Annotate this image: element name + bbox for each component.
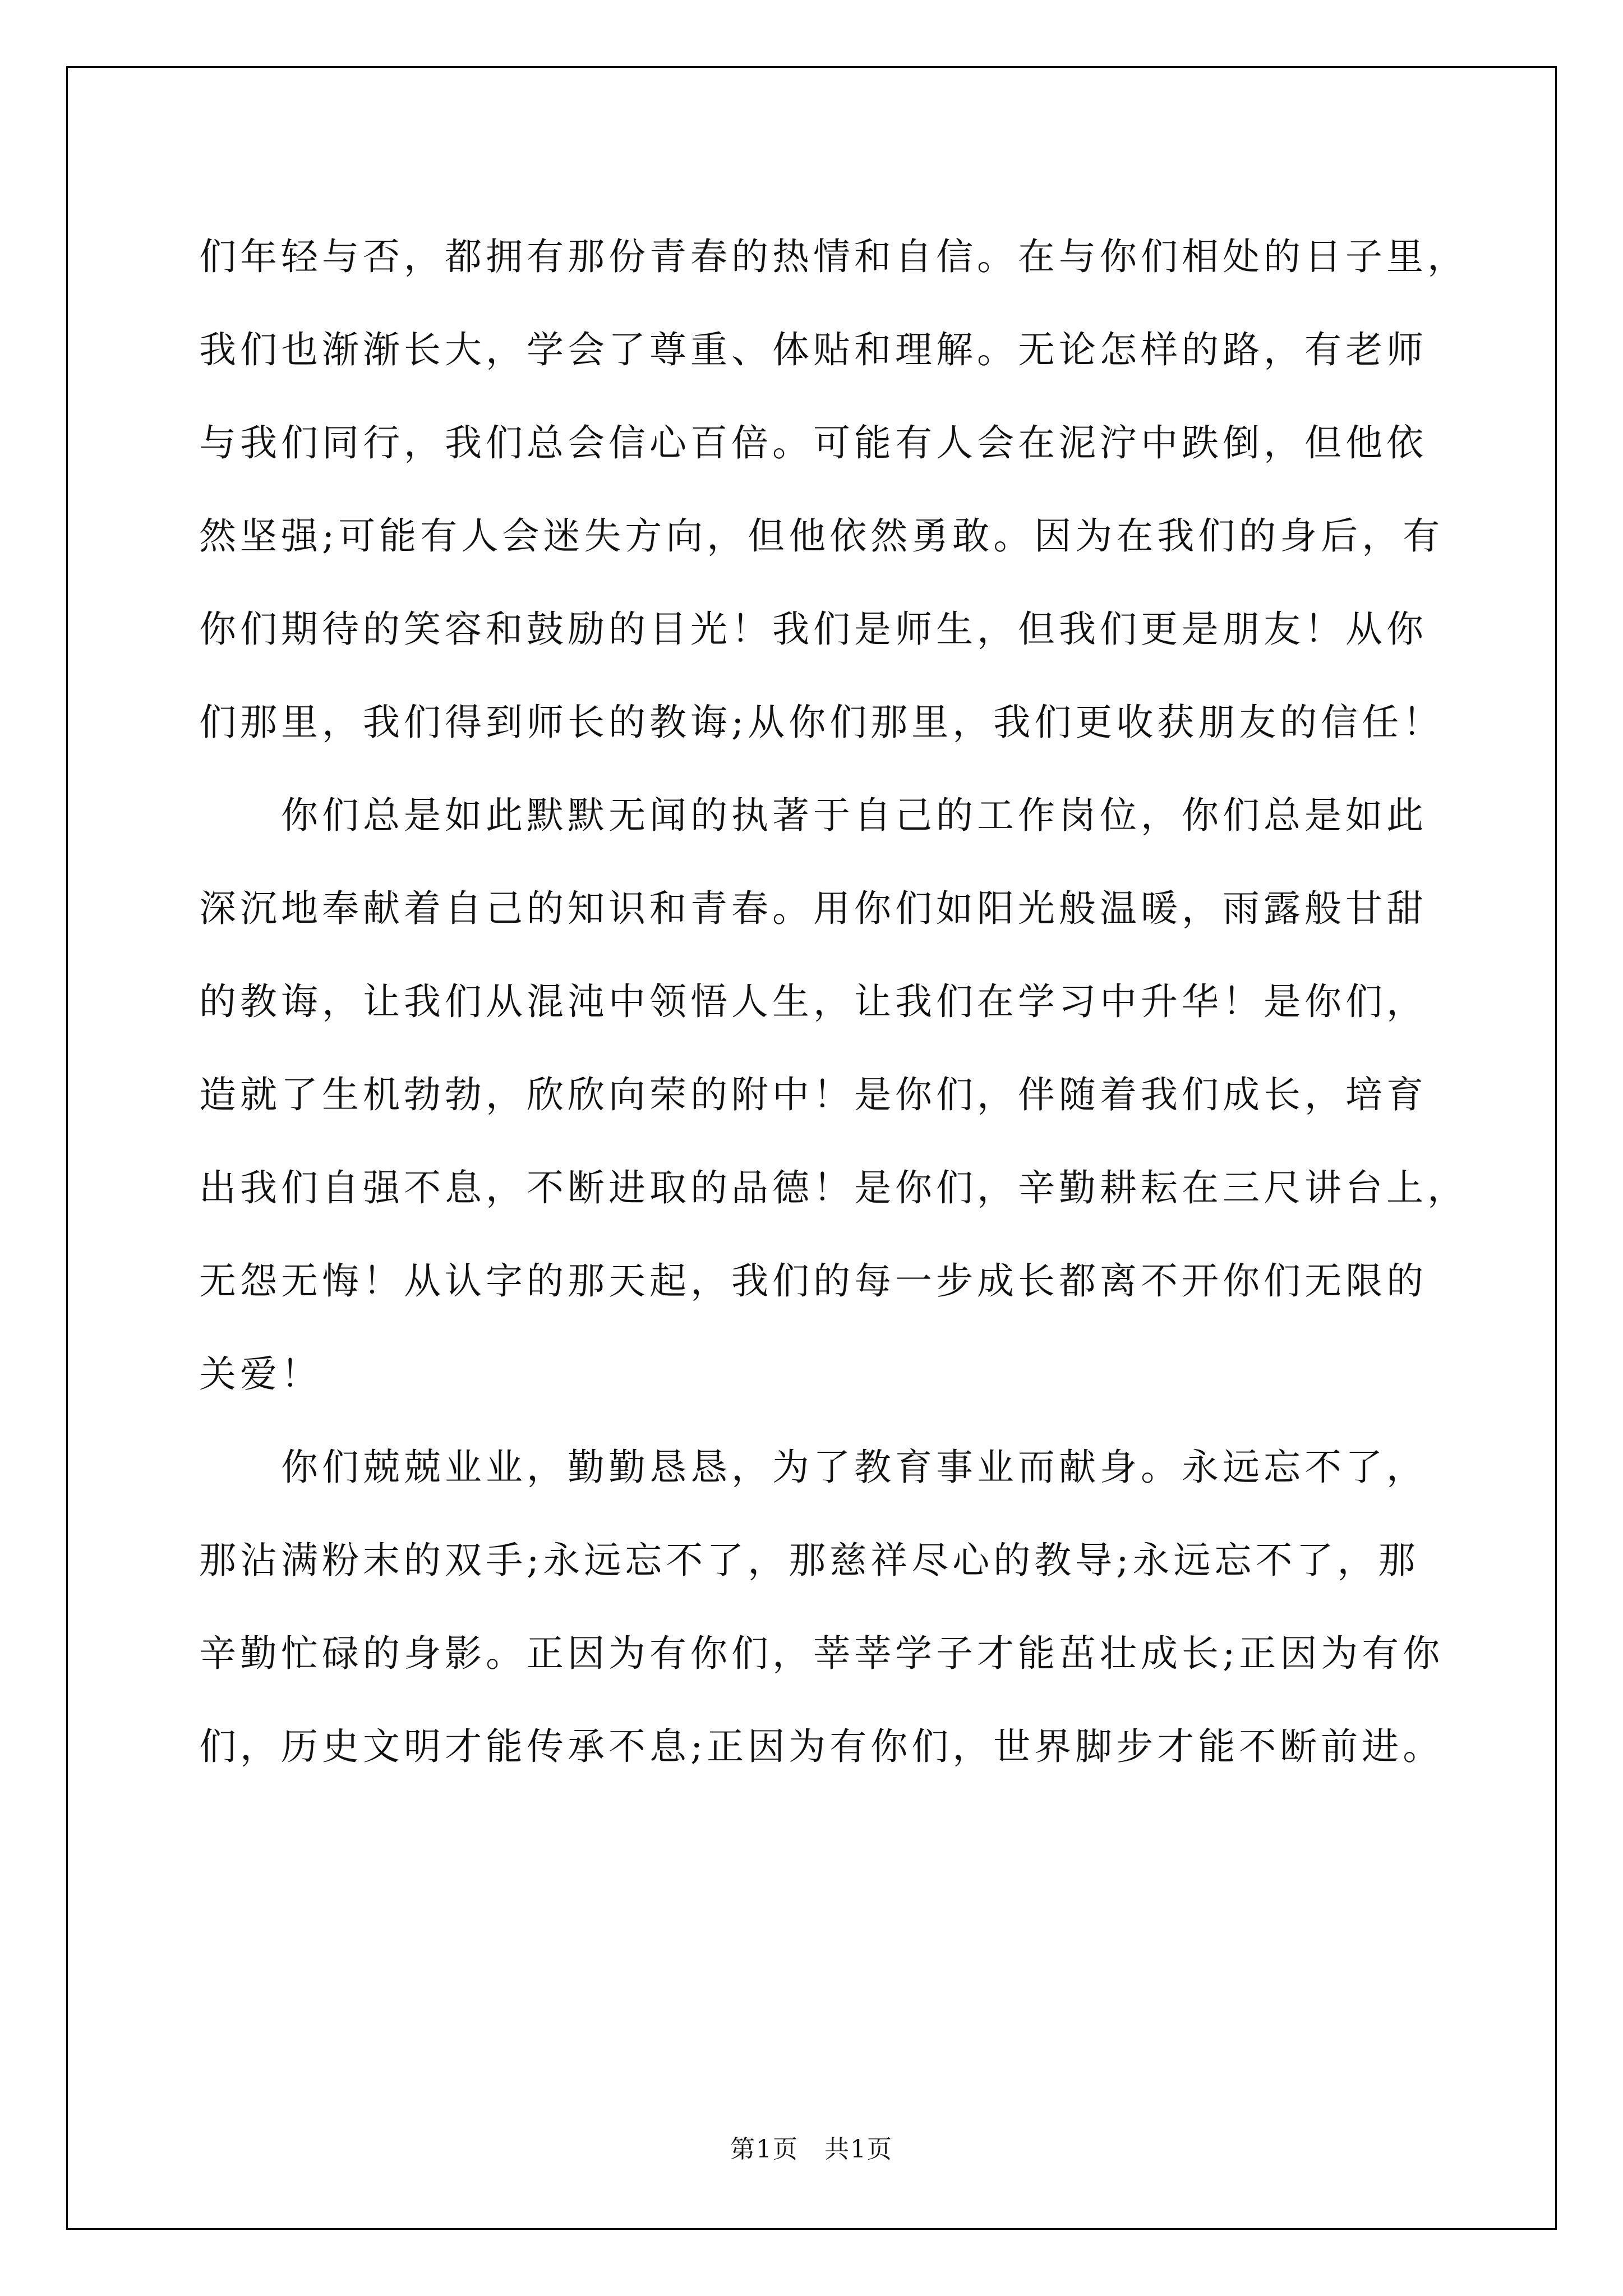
text-line: 辛勤忙碌的身影。正因为有你们，莘莘学子才能茁壮成长;正因为有你 <box>199 1632 1444 1675</box>
text-line: 的教诲，让我们从混沌中领悟人生，让我们在学习中升华！是你们， <box>199 980 1427 1023</box>
page-footer <box>0 2129 1623 2165</box>
text-line: 与我们同行，我们总会信心百倍。可能有人会在泥泞中跌倒，但他依 <box>199 421 1427 464</box>
page-number-label: 第1页 共1页 <box>730 2135 893 2164</box>
paragraph-start-line: 你们兢兢业业，勤勤恳恳，为了教育事业而献身。永远忘不了， <box>281 1446 1427 1489</box>
text-line: 们那里，我们得到师长的教诲;从你们那里，我们更收获朋友的信任！ <box>199 701 1444 744</box>
paragraph-start-line: 你们总是如此默默无闻的执著于自己的工作岗位，你们总是如此 <box>281 794 1427 837</box>
text-line: 深沉地奉献着自己的知识和青春。用你们如阳光般温暖，雨露般甘甜 <box>199 887 1427 930</box>
document-body <box>199 210 1468 1793</box>
text-line: 出我们自强不息，不断进取的品德！是你们，辛勤耕耘在三尺讲台上， <box>199 1166 1468 1209</box>
text-line: 关爱！ <box>199 1352 322 1396</box>
text-line: 你们期待的笑容和鼓励的目光！我们是师生，但我们更是朋友！从你 <box>199 608 1427 651</box>
text-line: 我们也渐渐长大，学会了尊重、体贴和理解。无论怎样的路，有老师 <box>199 328 1427 371</box>
text-line: 那沾满粉末的双手;永远忘不了，那慈祥尽心的教导;永远忘不了，那 <box>199 1539 1419 1582</box>
text-line: 无怨无悔！从认字的那天起，我们的每一步成长都离不开你们无限的 <box>199 1259 1427 1303</box>
text-line: 造就了生机勃勃，欣欣向荣的附中！是你们，伴随着我们成长，培育 <box>199 1073 1427 1116</box>
text-line: 然坚强;可能有人会迷失方向，但他依然勇敢。因为在我们的身后，有 <box>199 514 1444 558</box>
text-line: 们年轻与否，都拥有那份青春的热情和自信。在与你们相处的日子里， <box>199 235 1468 278</box>
text-line: 们，历史文明才能传承不息;正因为有你们，世界脚步才能不断前进。 <box>199 1725 1444 1768</box>
